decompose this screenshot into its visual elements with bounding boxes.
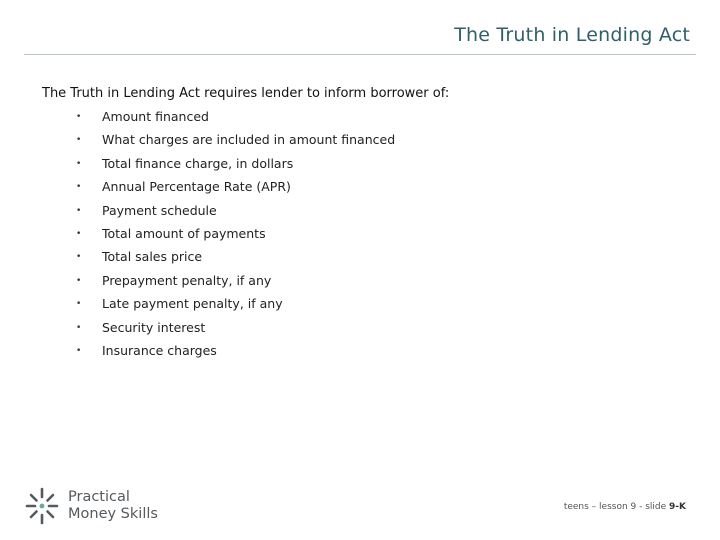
bullet-text: Payment schedule xyxy=(102,202,217,218)
bullet-item xyxy=(76,225,395,248)
bullet-icon: • xyxy=(76,135,82,146)
bullet-icon: • xyxy=(76,275,82,286)
practical-money-skills-logo xyxy=(24,486,158,526)
bullet-icon: • xyxy=(76,112,82,122)
slide-footer xyxy=(564,502,686,512)
logo-line-1: Practical xyxy=(68,489,130,505)
bullet-icon: • xyxy=(76,322,82,333)
intro-text: The Truth in Lending Act requires lender to inform borrower of: xyxy=(42,86,450,101)
bullet-icon: • xyxy=(76,182,82,193)
bullet-icon: • xyxy=(76,252,82,263)
bullet-item xyxy=(76,178,395,201)
bullet-text: Total finance charge, in dollars xyxy=(102,155,294,171)
bullet-item xyxy=(76,248,395,271)
bullet-icon: • xyxy=(76,228,82,239)
slide-number: 9-K xyxy=(669,502,686,512)
bullet-item xyxy=(76,131,395,154)
bullet-item xyxy=(76,272,395,295)
bullet-item xyxy=(76,295,395,318)
bullet-item xyxy=(76,319,395,342)
bullet-text: Total sales price xyxy=(102,249,203,265)
footer-text: teens – lesson 9 - slide xyxy=(563,502,670,512)
bullet-item xyxy=(76,108,395,131)
bullet-item xyxy=(76,202,395,225)
bullet-item xyxy=(76,155,395,178)
bullet-item xyxy=(76,342,395,365)
bullet-text: Total amount of payments xyxy=(102,225,266,241)
bullet-text: Insurance charges xyxy=(102,342,217,358)
bullet-icon: • xyxy=(76,158,82,169)
title-divider xyxy=(24,54,696,55)
bullet-list xyxy=(76,108,395,365)
bullet-icon: • xyxy=(76,345,82,356)
bullet-text: Annual Percentage Rate (APR) xyxy=(102,179,291,195)
starburst-icon xyxy=(24,486,60,526)
bullet-text: What charges are included in amount financed xyxy=(102,132,396,148)
bullet-text: Late payment penalty, if any xyxy=(102,296,283,312)
slide-title: The Truth in Lending Act xyxy=(454,24,690,46)
logo-line-2: Money Skills xyxy=(68,506,158,522)
bullet-text: Amount financed xyxy=(102,109,209,124)
bullet-icon: • xyxy=(76,205,82,216)
bullet-icon: • xyxy=(76,299,82,310)
bullet-text: Security interest xyxy=(102,319,206,335)
bullet-text: Prepayment penalty, if any xyxy=(102,272,272,288)
